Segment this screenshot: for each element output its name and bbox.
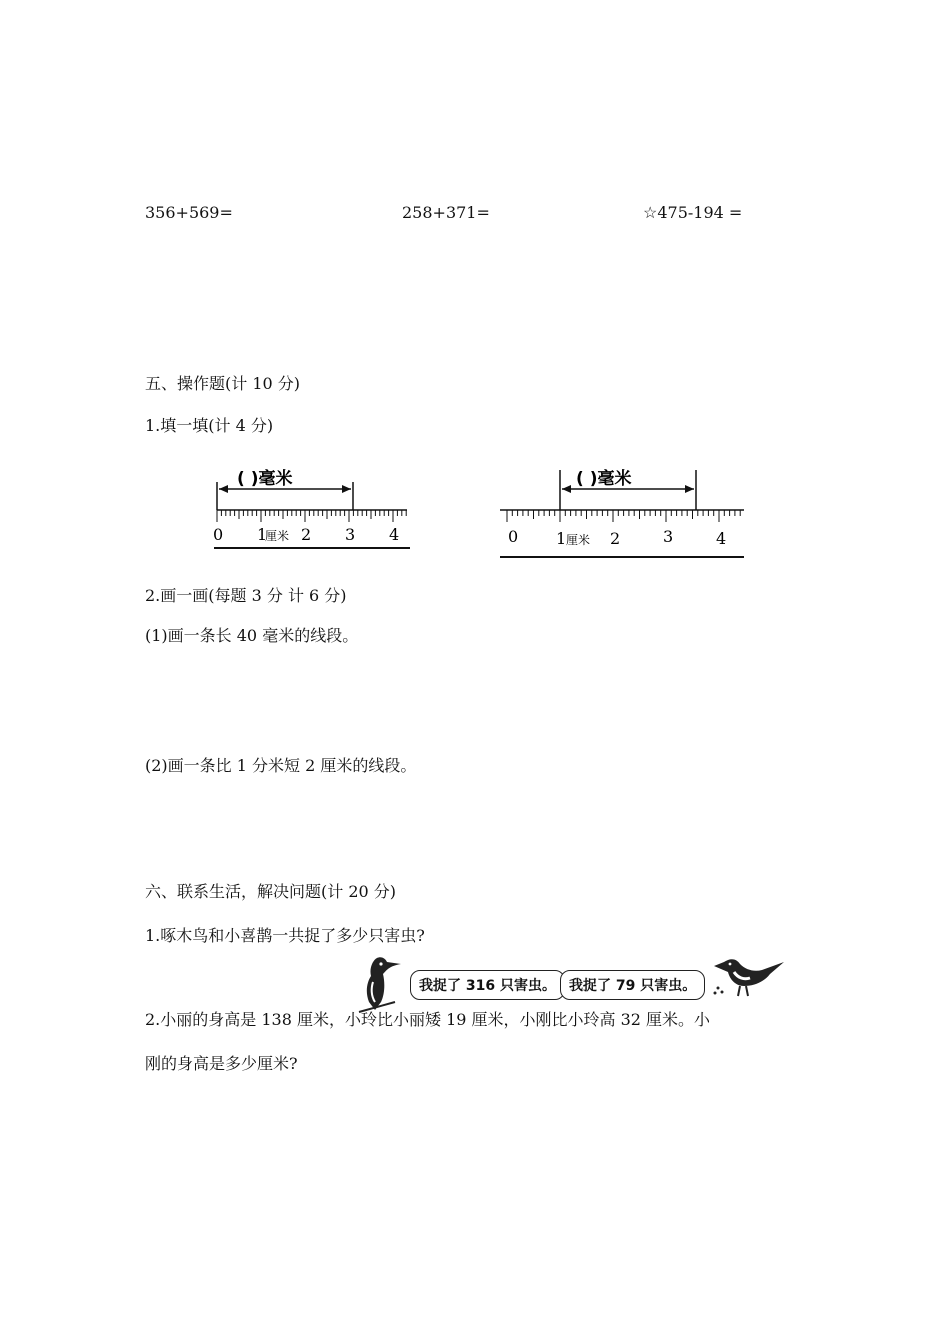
- section-5-q2b: (2)画一条比 1 分米短 2 厘米的线段。: [145, 756, 417, 775]
- ruler-1-graphic: [212, 462, 412, 557]
- ruler-1-unit: 厘米: [265, 529, 290, 543]
- ruler-2-tick-label-3: 3: [663, 527, 674, 546]
- speech-bubble-woodpecker: 我捉了 316 只害虫。: [410, 970, 565, 1000]
- ruler-1-tick-label-2: 2: [301, 525, 312, 544]
- ruler-2-arrow-left: [562, 485, 571, 493]
- ruler-1-ticks: [217, 510, 406, 522]
- ruler-2-ticks: [507, 510, 740, 522]
- ruler-1-tick-label-4: 4: [389, 525, 400, 544]
- ruler-2-tick-label-2: 2: [610, 529, 621, 548]
- ruler-2-unit: 厘米: [566, 533, 591, 547]
- calc-problem-2: 258+371=: [402, 203, 490, 222]
- ruler-2-graphic: [500, 462, 748, 562]
- ruler-1-arrow-left: [219, 485, 228, 493]
- section-5-q1: 1.填一填(计 4 分): [145, 416, 274, 435]
- ruler-figure-2: [500, 462, 748, 562]
- ruler-1-arrow-right: [342, 485, 351, 493]
- ruler-1-tick-label-3: 3: [345, 525, 356, 544]
- section-5-q2a: (1)画一条长 40 毫米的线段。: [145, 626, 359, 645]
- speech-bubble-magpie: 我捉了 79 只害虫。: [560, 970, 705, 1000]
- woodpecker-illustration: [355, 952, 405, 1014]
- ruler-1-label: ( )毫米: [237, 469, 293, 489]
- section-6-title: 六、联系生活，解决问题(计 20 分): [145, 882, 397, 901]
- ruler-2-tick-label-4: 4: [716, 529, 727, 548]
- section-6-q2-line1: 2.小丽的身高是 138 厘米，小玲比小丽矮 19 厘米，小刚比小玲高 32 厘米。小: [145, 1010, 711, 1029]
- section-5-q2: 2.画一画(每题 3 分 计 6 分): [145, 586, 347, 605]
- ruler-2-tick-label-1: 1: [556, 529, 567, 548]
- ruler-figure-1: [212, 462, 412, 557]
- magpie-illustration: [710, 950, 786, 1000]
- ruler-1-tick-label-1: 1: [257, 525, 268, 544]
- section-6-q1: 1.啄木鸟和小喜鹊一共捉了多少只害虫?: [145, 926, 425, 945]
- calc-problem-3: ☆475-194 =: [643, 203, 743, 222]
- section-5-title: 五、操作题(计 10 分): [145, 374, 301, 393]
- ruler-1-tick-label-0: 0: [213, 525, 224, 544]
- section-6-q2-line2: 刚的身高是多少厘米?: [145, 1054, 298, 1073]
- ruler-2-label: ( )毫米: [576, 469, 632, 489]
- ruler-2-arrow-right: [685, 485, 694, 493]
- calc-problem-1: 356+569=: [145, 203, 233, 222]
- ruler-2-tick-label-0: 0: [508, 527, 519, 546]
